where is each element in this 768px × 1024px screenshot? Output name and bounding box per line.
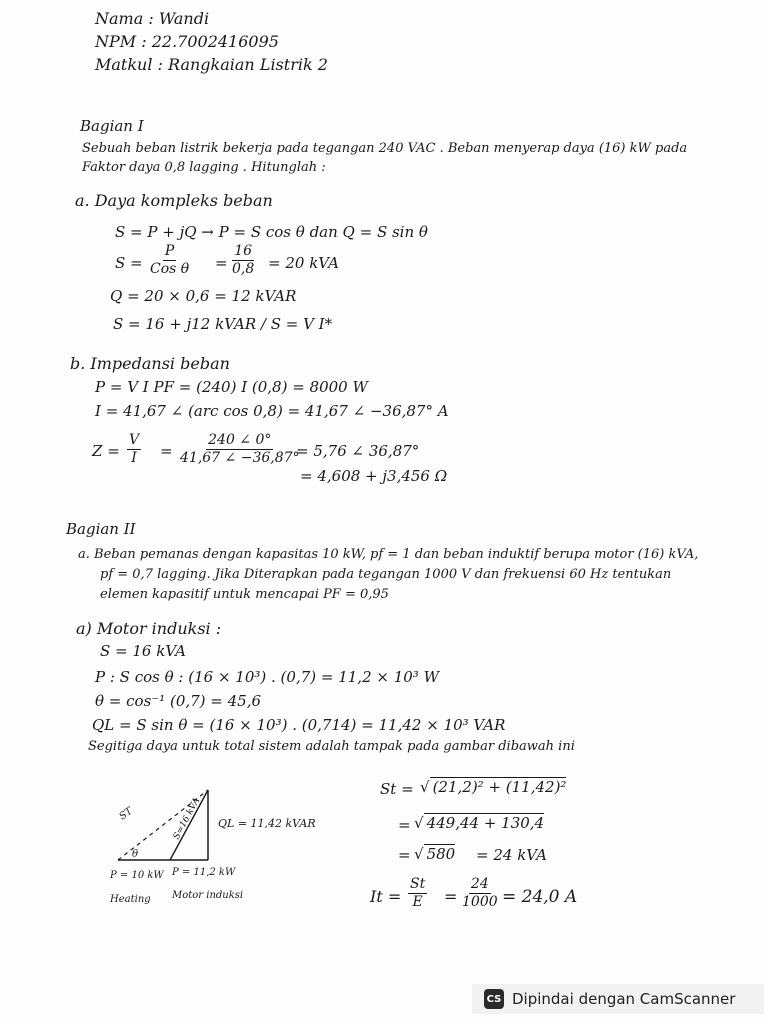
equation: θ = cos⁻¹ (0,7) = 45,6 — [95, 692, 262, 710]
fraction — [408, 876, 427, 911]
camscanner-badge — [472, 984, 764, 1014]
section-1-problem-line2: Faktor daya 0,8 lagging . Hitunglah : — [82, 160, 326, 175]
equals-sign: = — [398, 846, 411, 864]
equation-lhs: S = — [115, 254, 143, 272]
equation: S = P + jQ → P = S cos θ dan Q = S sin θ — [115, 223, 428, 241]
section-2-problem-line3: elemen kapasitif untuk mencapai PF = 0,95 — [100, 587, 389, 602]
part-a-title: a. Daya kompleks beban — [75, 191, 273, 210]
part-a-title: a) Motor induksi : — [76, 619, 222, 638]
statement: Segitiga daya untuk total sistem adalah tampak pada gambar dibawah ini — [88, 739, 575, 754]
fraction-denominator: 41,67 ∠ −36,87° — [180, 450, 300, 466]
equation: QL = S sin θ = (16 × 10³) . (0,714) = 11,42 × 10³ VAR — [92, 716, 506, 734]
equals-sign: = — [444, 887, 458, 906]
course-name: Matkul : Rangkaian Listrik 2 — [95, 55, 328, 74]
equation: S = 16 + j12 kVAR / S = V I* — [113, 315, 333, 333]
fraction-numerator: St — [410, 876, 426, 892]
equation: P : S cos θ : (16 × 10³) . (0,7) = 11,2 × 10³ W — [95, 668, 439, 686]
fraction — [460, 876, 500, 911]
camscanner-logo-icon: CS — [484, 989, 504, 1009]
fraction-denominator: Cos θ — [150, 261, 190, 277]
result: = 20 kVA — [268, 254, 339, 272]
ql-label: QL = 11,42 kVAR — [218, 817, 316, 830]
s-label: S=16 kVA — [171, 796, 203, 842]
section-1-title: Bagian I — [80, 117, 144, 135]
sqrt-radicand: 580 — [424, 844, 456, 863]
fraction — [178, 432, 302, 467]
heating-label: Heating — [110, 894, 151, 905]
part-b-title: b. Impedansi beban — [70, 354, 230, 373]
equation-lhs: Z = — [92, 442, 120, 460]
power-triangle-diagram — [100, 785, 340, 910]
result: = 24 kVA — [476, 846, 547, 864]
motor-label: Motor induksi — [172, 890, 244, 901]
fraction-numerator: 24 — [470, 876, 489, 892]
fraction-denominator: 1000 — [462, 894, 498, 910]
student-name: Nama : Wandi — [95, 9, 210, 28]
fraction-denominator: I — [131, 450, 137, 466]
section-2-problem-line1: a. Beban pemanas dengan kapasitas 10 kW, pf = 1 dan beban induktif berupa motor (16) kVA, — [78, 547, 699, 562]
p-heating-label: P = 10 kW — [110, 870, 164, 881]
equation: I = 41,67 ∠ (arc cos 0,8) = 41,67 ∠ −36,87° A — [95, 402, 449, 420]
student-npm: NPM : 22.7002416095 — [95, 32, 279, 51]
result: = 24,0 A — [502, 887, 578, 907]
camscanner-text: Dipindai dengan CamScanner — [512, 990, 736, 1008]
result: = 4,608 + j3,456 Ω — [300, 467, 448, 485]
st-label: ST — [117, 805, 135, 823]
theta-label: θ — [132, 849, 139, 860]
fraction-numerator: V — [129, 432, 140, 448]
fraction — [230, 243, 256, 278]
equals-sign: = — [215, 254, 228, 272]
section-1-problem-line1: Sebuah beban listrik bekerja pada tegangan 240 VAC . Beban menyerap daya (16) kW pada — [82, 141, 688, 156]
section-2-title: Bagian II — [66, 520, 136, 538]
equation: S = 16 kVA — [100, 642, 186, 660]
equation-lhs: It = — [370, 887, 402, 906]
fraction — [127, 432, 141, 467]
sqrt-radicand: 449,44 + 130,4 — [424, 813, 545, 832]
equals-sign: = — [398, 816, 411, 834]
sqrt-expression: √ (21,2)² + (11,42)² — [420, 778, 567, 796]
equation-lhs: St = — [380, 780, 414, 798]
equation: Q = 20 × 0,6 = 12 kVAR — [110, 287, 297, 305]
fraction-numerator: 240 ∠ 0° — [208, 432, 272, 448]
fraction-denominator: E — [412, 894, 423, 910]
fraction-denominator: 0,8 — [232, 261, 255, 277]
p-motor-label: P = 11,2 kW — [172, 867, 236, 878]
result: = 5,76 ∠ 36,87° — [296, 442, 420, 460]
sqrt-expression: √ 449,44 + 130,4 — [414, 814, 545, 832]
equation: P = V I PF = (240) I (0,8) = 8000 W — [95, 378, 368, 396]
equals-sign: = — [160, 442, 173, 460]
section-2-problem-line2: pf = 0,7 lagging. Jika Diterapkan pada tegangan 1000 V dan frekuensi 60 Hz tentukan — [100, 567, 672, 582]
fraction — [148, 243, 191, 278]
fraction-numerator: 16 — [234, 243, 253, 259]
sqrt-radicand: (21,2)² + (11,42)² — [430, 777, 567, 796]
fraction-numerator: P — [164, 243, 175, 259]
sqrt-expression: √ 580 — [414, 845, 456, 863]
